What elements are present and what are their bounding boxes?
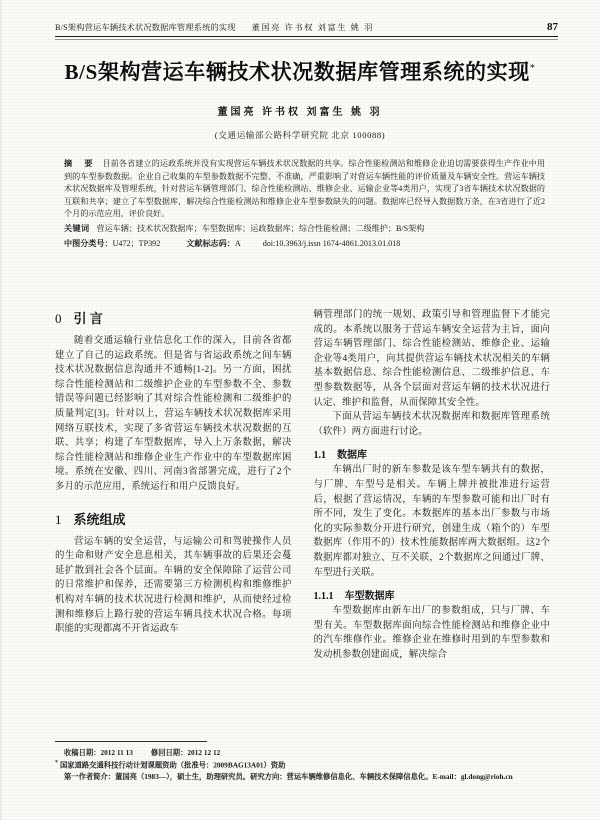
subsection-title: 数据库 [337, 450, 367, 462]
document-code-label: 文献标志码： [186, 238, 235, 248]
footnote-funding-text: 国家道路交通科技行动计划课题资助（批准号：2009BAG13A01）资助 [60, 760, 286, 770]
right-column [314, 308, 551, 738]
paragraph-vehicle-model-database: 车型数据库由新车出厂的参数组成，只与厂牌、车型有关。车型数据库面向综合性能检测站和维修企业中的汽车维修作业。维修企业在维修时用到的车型参数和发动机参数创建面成，解决综合 [313, 606, 550, 660]
paragraph-system-composition: 营运车辆的安全运营，与运输公司和驾驶操作人员的生命和财产安全息息相关，其车辆事故的后果还会蔓延扩散到社会各个层面。车辆的安全保障除了运营公司的日常维护和保养，还需要第三方检测机构和维修维护机构对车辆的技术状况进行检测和维护，从而使经过检测和维修后上路行驶的营运车辆具技术状况合格。每项职能的实现都离不开省运政车 [55, 536, 292, 635]
subsubsection-number: 1.1.1 [313, 591, 334, 603]
revised-date-label: 修回日期： [150, 748, 188, 757]
revised-date-value: 2012 12 12 [187, 748, 221, 757]
paragraph-continued: 辆管理部门的统一规划、政策引导和管理监督下才能完成的。本系统以服务于营运车辆安全运营为主旨，面向营运车辆管理部门、综合性能检测站、维修企业、运输企业等4类用户，向其提供营运车辆技术状况相关的车辆基本数据信息、综合性能检测信息、二级维护信息、车型参数数据等，从各个层面对营运车辆的技术状况进行认定、维护和监督，从而保障其安全性。 [313, 310, 550, 408]
section-heading-system-composition [55, 509, 292, 528]
footnote-funding [55, 758, 560, 771]
abstract-label: 摘 要 [64, 159, 98, 168]
footnote-dates [55, 747, 560, 758]
clc-label: 中图分类号： [64, 238, 113, 248]
abstract-block [64, 158, 545, 250]
running-header [55, 17, 560, 33]
keywords-text: 营运车辆；技术状况数据库；车型数据库；运政数据库；综合性能检测；二级维护；B/S架构 [96, 224, 425, 234]
subsubsection-title: 车型数据库 [344, 591, 395, 603]
keywords-label: 关键词 [64, 224, 90, 234]
body-columns [55, 308, 550, 738]
article-title [0, 56, 600, 86]
subsection-heading-vehicle-model-database [314, 587, 551, 602]
paragraph-discussion-intro: 下面从营运车辆技术状况数据库和数据库管理系统（软件）两方面进行讨论。 [313, 412, 550, 437]
subsection-number: 1.1 [313, 450, 326, 462]
footnote-author-bio-text: 第一作者简介：董国亮（1983—），硕士生，助理研究员。研究方向：营运车辆维修信息化、车辆技术保障信息化。E-mail：gl.dong@rioh.cn [64, 772, 513, 782]
doi-text: doi:10.3963/j.issn 1674-4861.2013.01.018 [262, 238, 401, 248]
left-column [55, 308, 292, 738]
received-date-value: 2012 11 13 [100, 748, 133, 757]
page-number: 87 [547, 21, 558, 33]
paragraph-database: 车辆出厂时的新车参数是该车型车辆共有的数据，与厂牌、车型号是相关。车辆上牌并被批准进行运营后，根据了营运情况，车辆的车型参数可能和出厂时有所不同，发生了变化。本数据库的基本出厂参数与市场化的实际参数分开进行研究，创建生成（箱个的）车型数据库（作用不的）技术性能数据库两大数据组。这2个数据库都对独立、互不关联，2个数据库之间通过厂牌、车型进行关联。 [313, 465, 550, 578]
header-rule-secondary [55, 39, 558, 40]
section-number: 1 [55, 511, 62, 527]
section-title: 引 言 [73, 311, 103, 326]
subsection-heading-database [314, 446, 551, 461]
paragraph-intro: 随着交通运输行业信息化工作的深入，目前各省都建立了自己的运政系统。但是省与省运政系统之间车辆技术状况数据信息沟通并不通畅[1-2]。另一方面，困扰综合性能检测站和二级维护企业的车型参数不全、参数错误等问题已经影响了其对综合性能检测和二级维护的质量判定[3]。针对以上，营运车辆技术状况数据库采用网络互联技术，实现了多省营运车辆技术状况数据的互联、共享；构建了车型数据库，导入上万条数据，解决综合性能检测站和维修企业生产作业中的车型数据库困境。系统在安徽、四川、河南3省部署完成，进行了2个多月的示范应用，系统运行和用户反馈良好。 [55, 336, 292, 492]
footnote-block [55, 747, 560, 783]
abstract-row [64, 158, 545, 221]
running-header-title: B/S架构营运车辆技术状况数据库管理系统的实现 [55, 23, 236, 32]
footnote-star-marker: * [55, 760, 58, 767]
running-header-authors: 董国亮 许书权 刘富生 姚 羽 [251, 23, 374, 32]
article-authors: 董国亮 许书权 刘富生 姚 羽 [217, 107, 383, 118]
title-footnote-marker: * [529, 63, 536, 74]
classification-row [64, 238, 545, 251]
abstract-text: 目前各省建立的运政系统并没有实现营运车辆技术状况数据的共享。综合性能检测站和维修企业迫切需要获得生产作业中用到的车型参数数据。企业自己收集的车型参数数据不完整、不准确，严重影响了对营运车辆性能的评价质量及车辆安全性。营运车辆技术状况数据库及管理系统，针对营运车辆管理部门、综合性能检测站、维修企业、运输企业等4类用户，实现了3省车辆技术状况数据的互联和共享；建立了车型数据库，解决综合性能检测站和维修企业车型参数缺失的问题。数据库已经导入数据数万条，在3省进行了近2个月的示范应用，评价良好。 [64, 159, 545, 219]
article-title-text: B/S架构营运车辆技术状况数据库管理系统的实现 [64, 60, 530, 84]
header-rule [55, 36, 558, 37]
received-date-label: 收稿日期： [64, 748, 101, 757]
section-title: 系统组成 [73, 511, 126, 527]
footnote-rule [55, 741, 207, 742]
clc-value: U472；TP392 [112, 238, 161, 248]
keywords-row [64, 223, 545, 236]
article-affiliation: (交通运输部公路科学研究院 北京 100088) [214, 130, 386, 140]
section-number: 0 [55, 311, 62, 326]
footnote-author-bio [55, 771, 560, 782]
document-code-value: A [234, 238, 241, 248]
section-heading-introduction [55, 308, 292, 327]
